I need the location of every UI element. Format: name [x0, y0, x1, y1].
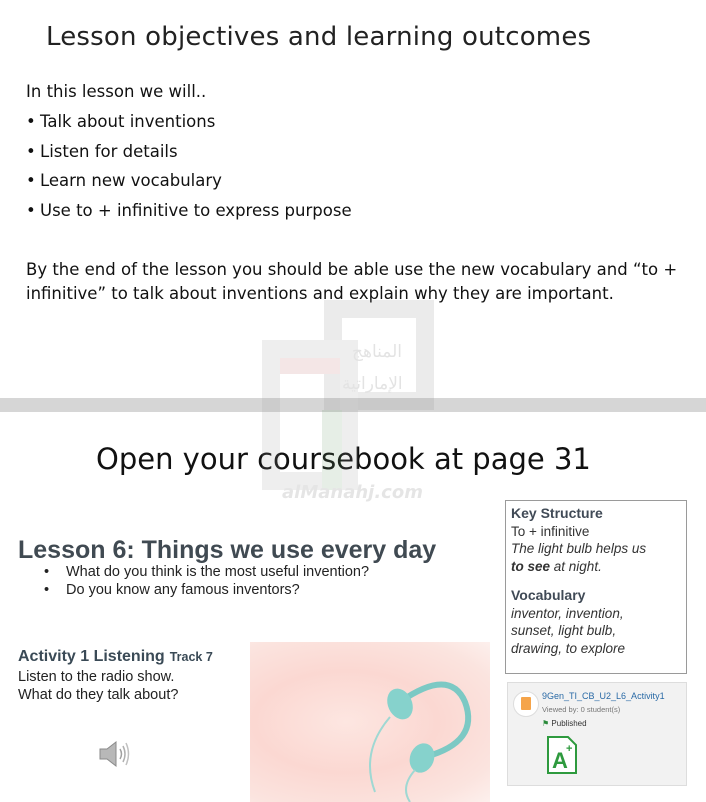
list-item: • Do you know any famous inventors? [44, 582, 300, 598]
questions-list [44, 564, 369, 600]
list-item: • Use to + infinitive to express purpose [26, 200, 352, 220]
slide-objectives [0, 0, 706, 398]
document-icon [513, 691, 539, 717]
assignment-widget[interactable] [507, 682, 687, 786]
slide-divider [0, 398, 706, 412]
track-label: Track 7 [169, 650, 213, 664]
intro-text: In this lesson we will.. [26, 82, 207, 101]
lesson-title: Lesson 6: Things we use every day [18, 536, 437, 564]
key-structure-box: Key Structure To + infinitive The light bulb helps us to see at night. Vocabulary inventor, invention, sunset, light bulb, drawing, to explore [505, 500, 687, 674]
list-item: • What do you think is the most useful invention? [44, 564, 370, 580]
svg-text:A: A [552, 748, 568, 773]
headphones-photo [250, 642, 490, 802]
grade-a-plus-icon[interactable] [546, 735, 578, 775]
activity-instructions: Listen to the radio show. What do they talk about? [18, 669, 179, 703]
list-item: • Listen for details [26, 141, 178, 161]
speaker-icon[interactable] [96, 738, 132, 770]
status-badge: ⚑ Published [542, 719, 587, 728]
svg-text:+: + [566, 743, 573, 755]
activity-title: Activity 1 Listening Track 7 [18, 648, 213, 665]
slide-title: Open your coursebook at page 31 [96, 442, 591, 476]
flag-icon: ⚑ [542, 719, 550, 728]
slide-coursebook [0, 412, 706, 800]
file-name-link[interactable]: 9Gen_TI_CB_U2_L6_Activity1 [542, 691, 665, 701]
learning-outcome: By the end of the lesson you should be able use the new vocabulary and “to + infinitive” to talk about inventions and explain why they are important. [26, 260, 678, 303]
key-structure-heading: Key Structure [511, 505, 603, 521]
objectives-list [26, 110, 352, 228]
slide-title: Lesson objectives and learning outcomes [46, 22, 592, 52]
list-item: • Talk about inventions [26, 112, 216, 131]
viewed-count: Viewed by: 0 student(s) [542, 705, 621, 714]
list-item: • Learn new vocabulary [26, 171, 222, 190]
headphones-icon [250, 642, 490, 802]
vocabulary-heading: Vocabulary [511, 587, 586, 603]
